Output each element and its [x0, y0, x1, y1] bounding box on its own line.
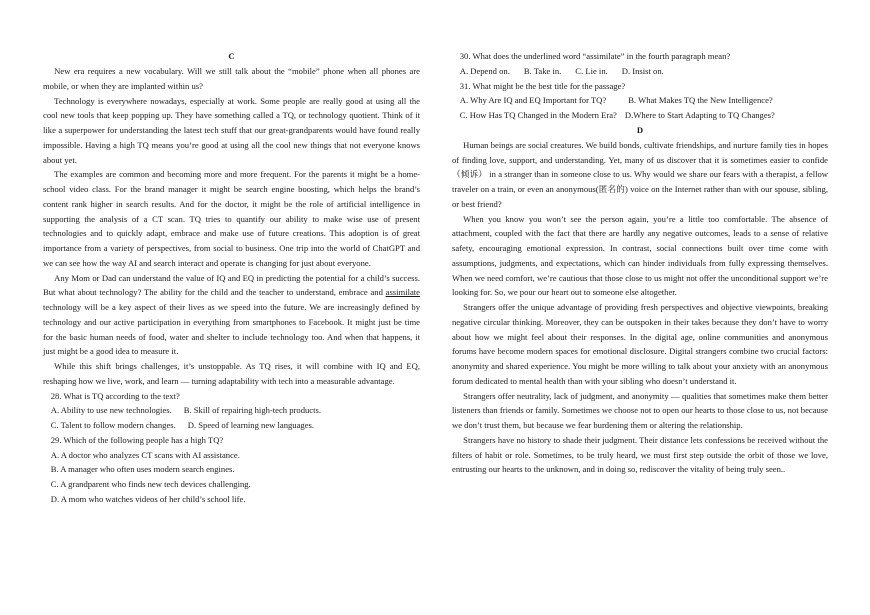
question-30: 30. What does the underlined word “assimilate” in the fourth paragraph mean?	[459, 51, 731, 61]
question-28-options-row-2	[43, 418, 420, 433]
q28-option-c: C. Talent to follow modern changes.	[50, 420, 176, 430]
passage-c-column	[43, 49, 420, 507]
question-29: 29. Which of the following people has a high TQ?	[50, 434, 224, 445]
question-31: 31. What might be the best title for the passage?	[459, 80, 626, 91]
passage-c-paragraph-2: Technology is everywhere nowadays, especially at work. Some people are really good at using all the cool new tools that keep popping up. They have something called a TQ, or technology quotient. Think of it like a superpower for understanding the latest tech stuff that our great-grandparents would have found really impossible. Having a high TQ means you’re good at using all the cool new things that not everyone knows about yet.	[43, 95, 420, 165]
passage-c-paragraph-4	[43, 271, 420, 360]
q29-option-a: A. A doctor who analyzes CT scans with AI assistance.	[50, 449, 240, 460]
q28-option-b: B. Skill of repairing high-tech products.	[183, 405, 321, 416]
paragraph-4-text-a: Any Mom or Dad can understand the value of IQ and EQ in predicting the potential for a child’s success. But what about technology? The ability for the child and the teacher to understand, embrace and	[43, 272, 420, 298]
q30-option-c: C. Lie in.	[575, 65, 608, 76]
underlined-word-assimilate: assimilate	[385, 287, 420, 298]
passage-d-title: D	[636, 124, 644, 135]
q29-option-b: B. A manager who often uses modern search engines.	[50, 464, 235, 475]
q28-option-d: D. Speed of learning new languages.	[187, 420, 315, 430]
passage-c-paragraph-1: New era requires a new vocabulary. Will we still talk about the “mobile” phone when all phones are mobile, or when they are implanted within us?	[43, 66, 420, 91]
question-28-options-row-1	[43, 403, 420, 418]
question-30-options	[452, 64, 828, 79]
passage-c-paragraph-3: The examples are common and becoming more and more frequent. For the parents it might be a home-school video class. For the brand manager it might be search engine boosting, which helps the brand’s content rank higher in search results. And for the doctor, it might be the role of artificial intelligence in supporting the analysis of a CT scan. TQ tries to quantify our ability to make wise use of present technologies and to quickly adapt, embrace and make use of future creations. This adoption is of great importance from a variety of perspectives, from social to business. One trip into the world of ChatGPT and we can see how the way AI and search interact and operate is changing for just about everyone.	[43, 169, 420, 268]
passage-d-paragraph-1: Human beings are social creatures. We build bonds, cultivate friendships, and nurture family ties in hopes of finding love, support, and understanding. Yet, many of us discover that it is sometimes easier to confide（倾诉） in a stranger than in someone close to us. Why would we share our fears with a therapist, a fellow traveler on a train, or even an anonymous(匿名的) voice on the Internet rather than with our spouse, sibling, or best friend?	[452, 139, 828, 209]
q31-option-a: A. Why Are IQ and EQ Important for TQ?	[459, 95, 607, 106]
q30-option-a: A. Depend on.	[459, 65, 510, 76]
passage-d-paragraph-3: Strangers offer the unique advantage of providing fresh perspectives and objective viewpoints, breaking negative circular thinking. Moreover, they can be outspoken in their takes because they don’t have to worry about how we might feel about their responses. In the digital age, online communities and anonymous forums have become modern spaces for emotional disclosure. Digital strangers combine two crucial factors: anonymity and shared experience. You might be more willing to talk about your anxiety with an anonymous forum dedicated to mental health than with your sibling who doesn’t understand it.	[452, 302, 828, 386]
question-31-options-row-2	[452, 108, 828, 123]
q31-option-c: C. How Has TQ Changed in the Modern Era?	[459, 110, 617, 120]
q30-option-d: D. Insist on.	[621, 65, 664, 76]
question-31-options-row-1	[452, 93, 828, 108]
q31-option-b: B. What Makes TQ the New Intelligence?	[628, 95, 773, 106]
question-28: 28. What is TQ according to the text?	[50, 390, 180, 401]
passage-c-title: C	[228, 51, 235, 61]
passage-d-paragraph-4: Strangers offer neutrality, lack of judgment, and anonymity — qualities that sometimes make them better listeners than friends or family. Sometimes we choose not to open our hearts to those close to us, not because we don’t trust them, but because we fear burdening them or altering the relationship.	[452, 390, 828, 430]
q28-option-a: A. Ability to use new technologies.	[50, 405, 172, 416]
passage-d-paragraph-5: Strangers have no history to shade their judgment. Their distance lets confessions be received without the filters of habit or role. Sometimes, to be truly heard, we must first step outside the orbit of those we love, entrusting our hearts to the unknown, and in doing so, rediscover the vitality of being truly seen..	[452, 434, 828, 475]
passage-d-paragraph-2: When you know you won’t see the person again, you’re a little too comfortable. The absence of attachment, coupled with the fact that there are hardly any negative outcomes, leads to a sense of relative safety, encouraging emotional expression. In contrast, social connections built over time come with assumptions, judgments, and expectations, which can hinder individuals from fully expressing themselves. When we need comfort, we’re cautious that those close to us might not offer the unconditional support we’re looking for. So, we pour our heart out to someone else altogether.	[452, 213, 828, 298]
q29-option-c: C. A grandparent who finds new tech devices challenging.	[50, 479, 251, 489]
q29-option-d: D. A mom who watches videos of her child’s school life.	[50, 493, 246, 504]
q30-option-b: B. Take in.	[523, 65, 562, 76]
passage-c-paragraph-5: While this shift brings challenges, it’s unstoppable. As TQ rises, it will combine with IQ and EQ, reshaping how we live, work, and learn — turning adaptability with tech into a measurable advantage.	[43, 361, 420, 386]
q31-option-d: D.Where to Start Adapting to TQ Changes?	[624, 110, 775, 120]
paragraph-4-text-b: technology will be a key aspect of their lives as we speed into the future. We are increasingly defined by technology and our active participation in everything from smartphones to Facebook. It might just be time for the basic human needs of food, water and shelter to include technology too. And when that happens, it just might be a good idea to measure it.	[43, 302, 420, 357]
right-column	[452, 49, 828, 477]
